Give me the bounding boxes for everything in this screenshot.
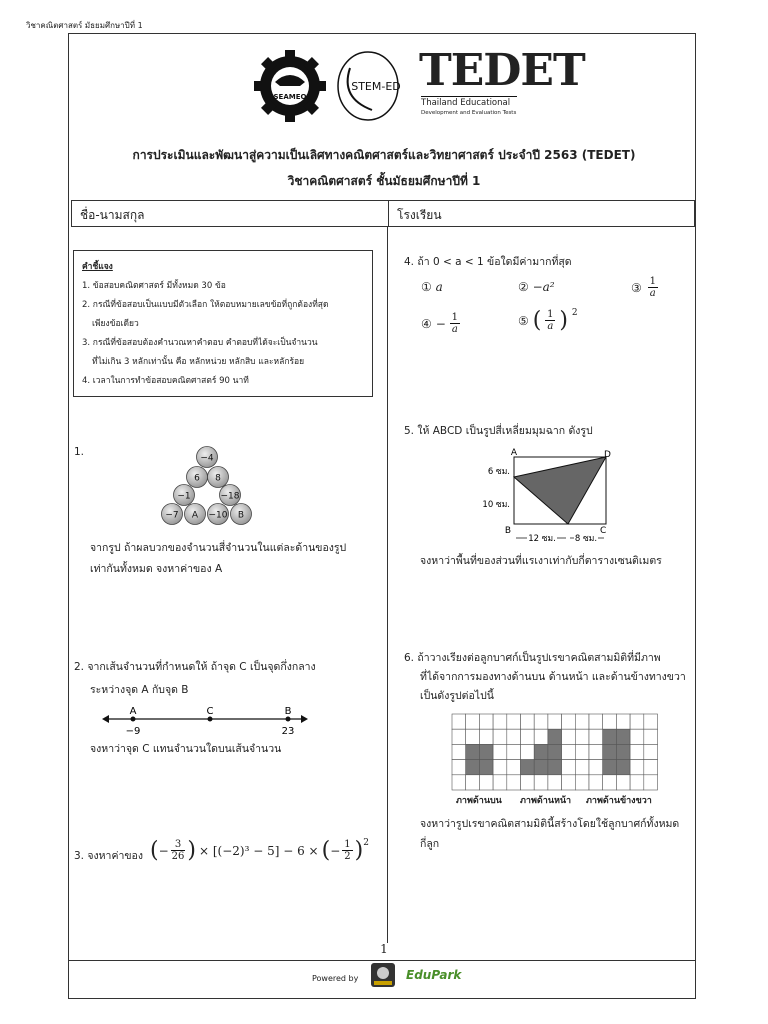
corner-a: A — [510, 448, 518, 458]
q1-text-1: จากรูป ถ้าผลบวกของจำนวนสี่จำนวนในแต่ละด้านของรูป — [90, 542, 347, 554]
fraction-num: 1 — [547, 309, 554, 320]
grid-cell — [575, 760, 589, 775]
view-front-label: ภาพด้านหน้า — [520, 796, 572, 806]
grid-cell — [534, 760, 548, 775]
q3-middle: × [(−2)³ − 5] − 6 × — [198, 843, 319, 858]
column-divider — [387, 227, 388, 943]
q4-choice-4[interactable] — [421, 312, 460, 335]
grid-cell — [548, 775, 562, 790]
tedet-logo: TEDET — [419, 45, 585, 96]
q3-exponent: 2 — [363, 838, 369, 848]
powered-by-label: Powered by — [312, 974, 359, 983]
grid-cell — [589, 760, 603, 775]
instruction-item: 1. ข้อสอบคณิตศาสตร์ มีทั้งหมด 30 ข้อ — [82, 281, 226, 291]
seameo-logo — [250, 46, 330, 126]
grid-cell — [616, 744, 630, 759]
grid-cell — [548, 760, 562, 775]
dim-12: 12 ซม. — [528, 534, 556, 544]
grid-cell — [644, 775, 658, 790]
grid-cell — [521, 775, 535, 790]
grid-cell — [630, 729, 644, 744]
grid-cell — [644, 714, 658, 729]
page-subtitle: วิชาคณิตศาสตร์ ชั้นมัธยมศึกษาปีที่ 1 — [287, 174, 481, 188]
running-head: วิชาคณิตศาสตร์ มัธยมศึกษาปีที่ 1 — [26, 21, 143, 30]
grid-cell — [493, 775, 507, 790]
grid-cell — [493, 760, 507, 775]
grid-cell — [603, 775, 617, 790]
fraction-num: 1 — [451, 312, 458, 323]
grid-cell — [644, 760, 658, 775]
grid-cell — [507, 760, 521, 775]
school-field[interactable]: โรงเรียน — [397, 208, 442, 222]
choice-marker: ① — [421, 280, 432, 294]
grid-cell — [507, 729, 521, 744]
gear-icon — [254, 50, 326, 122]
ball-label: 8 — [215, 473, 221, 484]
grid-cell — [548, 729, 562, 744]
q3-frac2-den: 2 — [344, 851, 351, 862]
instruction-item: 2. กรณีที่ข้อสอบเป็นแบบมีตัวเลือก ให้ตอบหมายเลขข้อที่ถูกต้องที่สุด — [82, 300, 329, 310]
q3-prefix: 3. จงหาค่าของ — [74, 850, 143, 862]
q3-frac1-num: 3 — [174, 839, 182, 850]
grid-cell — [589, 729, 603, 744]
grid-cell — [603, 760, 617, 775]
q1-text-2: เท่ากันทั้งหมด จงหาค่าของ A — [90, 563, 223, 575]
seameo-text: SEAMEO — [273, 93, 307, 101]
grid-cell — [562, 714, 576, 729]
grid-cell — [534, 714, 548, 729]
q6-text-1: 6. ถ้าวางเรียงต่อลูกบาศก์เป็นรูปเรขาคณิตสามมิติที่มีภาพ — [404, 652, 661, 664]
tedet-subtitle-2: Development and Evaluation Tests — [421, 110, 517, 116]
grid-cell — [616, 775, 630, 790]
corner-d: D — [604, 450, 611, 460]
instruction-item: เพียงข้อเดียว — [92, 319, 139, 329]
tedet-subtitle-1: Thailand Educational — [421, 98, 511, 108]
choice-marker: ⑤ — [518, 313, 529, 328]
dim-10: 10 ซม. — [482, 500, 510, 510]
grid-cell — [562, 729, 576, 744]
view-side-label: ภาพด้านข้างขวา — [586, 796, 652, 806]
q5-rectangle-figure — [476, 447, 616, 545]
grid-cell — [452, 744, 466, 759]
grid-cell — [603, 744, 617, 759]
stem-ed-logo — [328, 48, 412, 124]
q2-number-line — [100, 703, 310, 739]
choice-marker: ③ — [631, 280, 642, 295]
q3-expression: ( − $\frac{3}{26}$ ) × [(−2)³ − 5] − 6 × ( − $\frac{1}{2}$ ) $^2$ — [150, 838, 369, 863]
grid-cell — [548, 744, 562, 759]
q6-text-2: ที่ได้จากการมองทางด้านบน ด้านหน้า และด้านข้างทางขวา — [420, 671, 686, 683]
ball-label: −10 — [208, 510, 228, 521]
fraction-den: a — [451, 324, 458, 335]
grid-cell — [493, 729, 507, 744]
dim-8: 8 ซม. — [574, 534, 598, 544]
grid-cell — [479, 744, 493, 759]
fraction-den: a — [649, 288, 656, 299]
corner-c: C — [600, 526, 607, 536]
point-a-dot — [131, 717, 136, 722]
grid-cell — [548, 714, 562, 729]
grid-cell — [575, 714, 589, 729]
point-a-label: A — [129, 706, 137, 717]
grid-cell — [507, 744, 521, 759]
choice-value: −a² — [532, 280, 555, 294]
grid-cell — [603, 729, 617, 744]
instruction-item: ที่ไม่เกิน 3 หลักเท่านั้น คือ หลักหน่วย หลักสิบ และหลักร้อย — [92, 357, 305, 367]
grid-cell — [466, 714, 480, 729]
q2-text-2: ระหว่างจุด A กับจุด B — [90, 684, 189, 696]
page-number: 1 — [380, 942, 388, 956]
grid-cell — [603, 714, 617, 729]
point-b-label: B — [284, 706, 292, 717]
grid-cell — [630, 775, 644, 790]
grid-cell — [521, 760, 535, 775]
grid-cell — [493, 714, 507, 729]
grid-cell — [479, 729, 493, 744]
q5-text: 5. ให้ ABCD เป็นรูปสี่เหลี่ยมมุมฉาก ดังรูป — [404, 425, 593, 437]
instructions-heading: คำชี้แจง — [82, 262, 113, 272]
grid-cell — [644, 729, 658, 744]
grid-cell — [630, 760, 644, 775]
grid-cell — [466, 760, 480, 775]
grid-cell — [589, 744, 603, 759]
grid-cell — [575, 775, 589, 790]
grid-cell — [630, 714, 644, 729]
sponsor-logo — [370, 962, 396, 988]
grid-cell — [479, 775, 493, 790]
point-c-dot — [208, 717, 213, 722]
q6-question-1: จงหาว่ารูปเรขาคณิตสามมิตินี้สร้างโดยใช้ลูกบาศก์ทั้งหมด — [420, 818, 680, 830]
value-a-label: −9 — [125, 726, 141, 737]
ball-label: −7 — [165, 510, 179, 521]
grid-cell — [521, 744, 535, 759]
q3-frac1-den: 26 — [171, 851, 185, 862]
ball-label: −4 — [200, 453, 214, 464]
ball-label: A — [191, 510, 199, 521]
number-line-left-arrow — [102, 715, 109, 723]
q2-text-3: จงหาว่าจุด C แทนจำนวนใดบนเส้นจำนวน — [90, 743, 282, 755]
grid-cell — [644, 744, 658, 759]
instruction-item: 3. กรณีที่ข้อสอบต้องคำนวณหาคำตอบ คำตอบที่ได้จะเป็นจำนวน — [82, 338, 318, 348]
edupark-logo: EduPark — [406, 968, 462, 982]
grid-cell — [534, 729, 548, 744]
grid-cell — [589, 714, 603, 729]
grid-cell — [452, 714, 466, 729]
q2-text-1: 2. จากเส้นจำนวนที่กำหนดให้ ถ้าจุด C เป็นจุดกึ่งกลาง — [74, 661, 316, 673]
grid-cell — [466, 729, 480, 744]
ball-label: −18 — [220, 491, 240, 502]
grid-cell — [562, 775, 576, 790]
value-b-label: 23 — [281, 726, 295, 737]
q3-frac2-num: 1 — [344, 839, 351, 850]
shaded-triangle — [514, 457, 606, 524]
choice-marker: ④ — [421, 316, 432, 331]
grid-cell — [493, 744, 507, 759]
grid-cell — [479, 760, 493, 775]
q4-choice-3[interactable] — [631, 276, 658, 299]
q6-view-grid — [451, 713, 661, 793]
grid-cell — [562, 760, 576, 775]
fraction-num: 1 — [649, 276, 656, 287]
corner-b: B — [504, 526, 511, 536]
ball-label: −1 — [177, 491, 191, 502]
q4-choice-5[interactable]: ⑤ ( $\frac{1}{a}$ ) $^2$ — [518, 308, 578, 333]
grid-cell — [479, 714, 493, 729]
grid-cell — [466, 744, 480, 759]
grid-cell — [507, 714, 521, 729]
q6-text-3: เป็นดังรูปต่อไปนี้ — [420, 690, 494, 702]
grid-cell — [562, 744, 576, 759]
choice-sign: − — [435, 316, 446, 331]
point-c-label: C — [206, 706, 214, 717]
grid-cell — [452, 775, 466, 790]
grid-cell — [521, 714, 535, 729]
grid-cell — [575, 729, 589, 744]
choice-marker: ② — [518, 280, 529, 294]
grid-cell — [616, 760, 630, 775]
grid-cell — [534, 744, 548, 759]
choice-value: a — [435, 280, 443, 294]
q6-question-2: กี่ลูก — [420, 838, 440, 850]
fraction-den: a — [547, 321, 554, 332]
page-title: การประเมินและพัฒนาสู่ความเป็นเลิศทางคณิตศาสตร์และวิทยาศาสตร์ ประจำปี 2563 (TEDET) — [132, 148, 636, 162]
q4-choice-1[interactable] — [421, 280, 443, 294]
choice-exponent: 2 — [571, 308, 578, 318]
view-top-label: ภาพด้านบน — [456, 796, 502, 806]
number-line-right-arrow — [301, 715, 308, 723]
grid-cell — [521, 729, 535, 744]
instructions-box — [73, 250, 373, 397]
grid-cell — [507, 775, 521, 790]
grid-cell — [575, 744, 589, 759]
q1-number: 1. — [74, 446, 85, 458]
grid-cell — [616, 714, 630, 729]
grid-cell — [452, 729, 466, 744]
grid-cell — [616, 729, 630, 744]
q5-question: จงหาว่าพื้นที่ของส่วนที่แรเงาเท่ากับกี่ตารางเซนติเมตร — [420, 555, 662, 567]
ball-label: B — [237, 510, 245, 521]
grid-cell — [452, 760, 466, 775]
q4-text: 4. ถ้า 0 < a < 1 ข้อใดมีค่ามากที่สุด — [404, 256, 572, 268]
q1-ball-triangle — [155, 443, 265, 529]
grid-cell — [534, 775, 548, 790]
point-b-dot — [286, 717, 291, 722]
q4-choice-2[interactable] — [518, 280, 555, 294]
instruction-item: 4. เวลาในการทำข้อสอบคณิตศาสตร์ 90 นาที — [82, 376, 249, 386]
stem-ed-text: STEM-ED — [351, 80, 401, 93]
grid-cell — [630, 744, 644, 759]
ball-label: 6 — [194, 473, 200, 484]
name-field[interactable]: ชื่อ-นามสกุล — [72, 201, 389, 226]
grid-cell — [466, 775, 480, 790]
student-info-box — [71, 200, 695, 227]
grid-cell — [589, 775, 603, 790]
dim-6: 6 ซม. — [487, 467, 510, 477]
